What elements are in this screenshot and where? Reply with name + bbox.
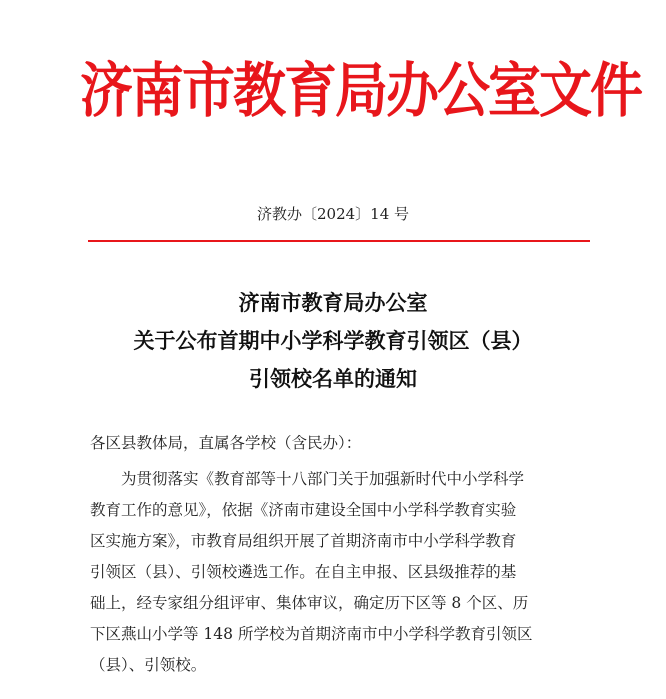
body-line: 区实施方案》，市教育局组织开展了首期济南市中小学科学教育 <box>90 532 517 550</box>
notice-title <box>60 284 606 398</box>
body-line: 教育工作的意见》，依据《济南市建设全国中小学科学教育实验 <box>90 501 517 519</box>
letterhead-title: 济南市教育局办公室文件 <box>80 56 641 126</box>
document-number: 济教办〔2024〕14 号 <box>256 205 410 223</box>
body-line: 为贯彻落实《教育部等十八部门关于加强新时代中小学科学 <box>90 470 525 488</box>
body-line: 下区燕山小学等 148 所学校为首期济南市中小学科学教育引领区 <box>90 625 533 643</box>
body-line: 础上，经专家组分组评审、集体审议，确定历下区等 8 个区、历 <box>90 594 529 612</box>
notice-title-line: 济南市教育局办公室 <box>238 290 428 315</box>
notice-title-line: 引领校名单的通知 <box>249 366 417 391</box>
body-line: 引领区（县）、引领校遴选工作。在自主申报、区县级推荐的基 <box>90 563 517 581</box>
body-line: （县）、引领校。 <box>90 656 207 674</box>
letterhead-divider <box>88 240 590 242</box>
addressee-line: 各区县教体局，直属各学校（含民办）： <box>90 434 362 452</box>
body-paragraph <box>90 464 590 681</box>
notice-title-line: 关于公布首期中小学科学教育引领区（县） <box>133 328 533 353</box>
